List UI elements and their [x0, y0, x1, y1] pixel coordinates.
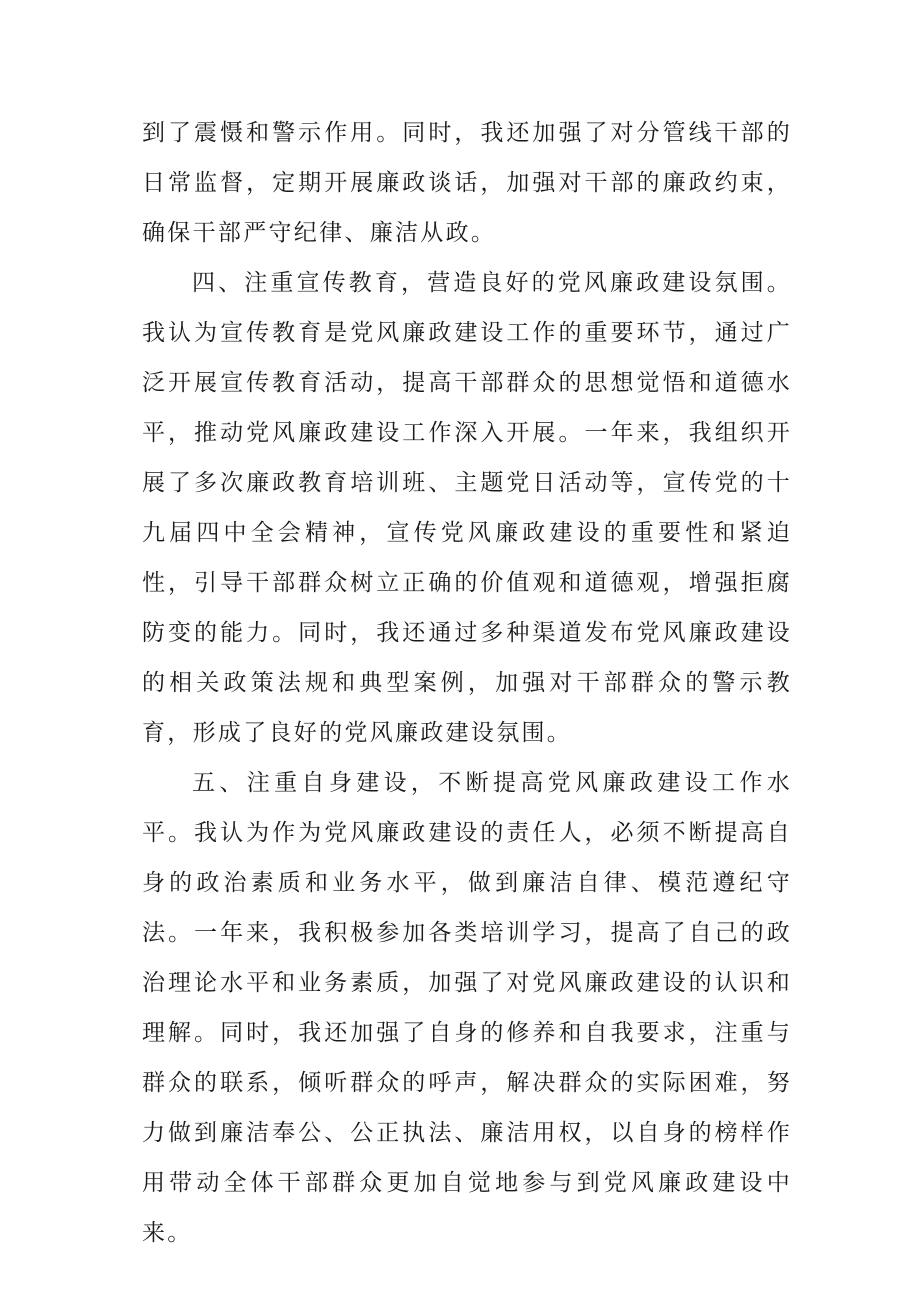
paragraph-section-five: 五、注重自身建设，不断提高党风廉政建设工作水平。我认为作为党风廉政建设的责任人，必须不断提高自身的政治素质和业务水平，做到廉洁自律、模范遵纪守法。一年来，我积极参加各类培训学习，提高了自己的政治理论水平和业务素质，加强了对党风廉政建设的认识和理解。同时，我还加强了自身的修养和自我要求，注重与群众的联系，倾听群众的呼声，解决群众的实际困难，努力做到廉洁奉公、公正执法、廉洁用权，以自身的榜样作用带动全体干部群众更加自觉地参与到党风廉政建设中来。 — [142, 770, 792, 1246]
paragraph-continuation: 到了震慑和警示作用。同时，我还加强了对分管线干部的日常监督，定期开展廉政谈话，加强对干部的廉政约束，确保干部严守纪律、廉洁从政。 — [142, 120, 792, 246]
paragraph-section-four: 四、注重宣传教育，营造良好的党风廉政建设氛围。我认为宣传教育是党风廉政建设工作的重要环节，通过广泛开展宣传教育活动，提高干部群众的思想觉悟和道德水平，推动党风廉政建设工作深入开展。一年来，我组织开展了多次廉政教育培训班、主题党日活动等，宣传党的十九届四中全会精神，宣传党风廉政建设的重要性和紧迫性，引导干部群众树立正确的价值观和道德观，增强拒腐防变的能力。同时，我还通过多种渠道发布党风廉政建设的相关政策法规和典型案例，加强对干部群众的警示教育，形成了良好的党风廉政建设氛围。 — [142, 270, 792, 746]
document-body — [142, 108, 792, 1258]
